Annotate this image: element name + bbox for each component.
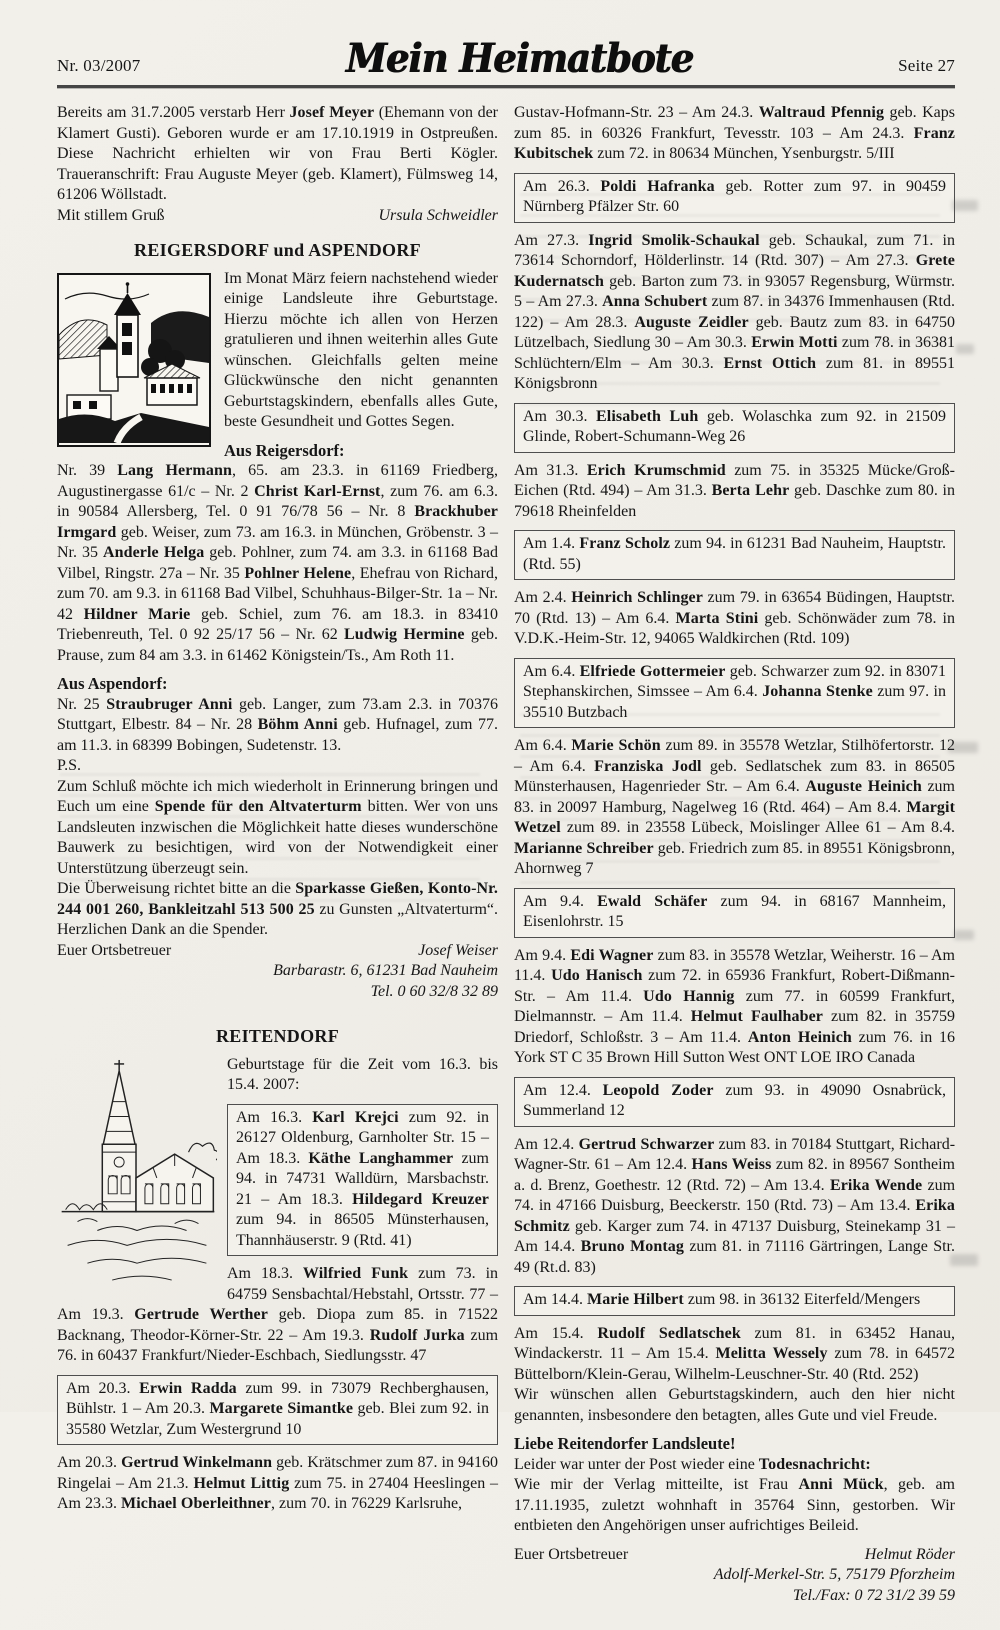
subheading-aus-aspendorf: Aus Aspendorf: <box>57 674 168 693</box>
bank-details: Die Überweisung richtet bitte an die Sparkasse Gießen, Konto-Nr. 244 001 260, Bankleitzahl 513 500 25 zu Gunsten „Altvaterturm“. Herzlichen Dank an die Spender. <box>57 880 498 938</box>
birthday-paragraph-schoen: Am 6.4. Marie Schön zum 89. in 35578 Wetzlar, Stilhöfertorstr. 12 – Am 6.4. Franziska Jodl geb. Sedlatschek zum 83. in 86505 Münsterhausen, Hagenrieder Str. – Am 6.4. Auguste Heinich zum 83. in 20097 Hamburg, Nagelweg 16 (Rtd. 464) – Am 8.4. Margit Wetzel zum 89. in 23558 Lübeck, Moislinger Allee 61 – Am 8.4. Marianne Schreiber geb. Friedrich zum 85. in 89551 Königsbronn, Ahornweg 7 <box>514 737 956 877</box>
reitendorf-section <box>57 1055 498 1367</box>
birthday-list-aspendorf: Nr. 25 Straubruger Anni geb. Langer, zum 73.am 2.3. in 70376 Stuttgart, Elbestr. 84 – Nr. 28 Böhm Anni geb. Hufnagel, zum 77. am 11.3. in 68399 Bobingen, Sudetenstr. 13. <box>57 695 498 754</box>
boxed-birthday-entries: Am 12.4. Leopold Zoder zum 93. in 49090 Osnabrück, Summerland 12 <box>523 1081 947 1119</box>
ortsbetreuer-label: Euer Ortsbetreuer <box>514 1545 629 1563</box>
boxed-birthday-entries: Am 26.3. Poldi Hafranka geb. Rotter zum 97. in 90459 Nürnberg Pfälzer Str. 60 <box>523 177 947 215</box>
page-number: Seite 27 <box>898 56 955 75</box>
birthday-box-krejci <box>227 1104 498 1257</box>
signature-address: Barbarastr. 6, 61231 Bad Nauheim <box>273 962 498 979</box>
church-illustration <box>57 1057 217 1287</box>
signature-address: Adolf-Merkel-Str. 5, 75179 Pforzheim <box>713 1566 955 1583</box>
birthday-list-reigersdorf: Nr. 39 Lang Hermann, 65. am 23.3. in 61169 Friedberg, Augustinergasse 61/c – Nr. 2 Christ Karl-Ernst, zum 76. am 6.3. in 90584 Allersberg, Tel. 0 91 76/78 56 – Nr. 8 Brackhuber Irmgard geb. Weiser, zum 73. am 16.3. in München, Gröbenstr. 3 – Nr. 35 Anderle Helga geb. Pohlner, zum 74. am 3.3. in 61168 Bad Vilbel, Ringstr. 27a – Nr. 35 Pohlner Helene, Ehefrau von Richard, zum 70. am 9.3. in 61168 Bad Vilbel, Schuhhaus-Bilger-Str. 1a – Nr. 42 Hildner Marie geb. Schiel, zum 76. am 18.3. in 83410 Triebenreuth, Tel. 0 92 25/17 56 – Nr. 62 Ludwig Hermine geb. Prause, zum 84 am 3.3. in 61462 Königstein/Ts., Am Roth 11. <box>57 462 499 664</box>
birthday-paragraph-schlinger: Am 2.4. Heinrich Schlinger zum 79. in 63654 Büdingen, Hauptstr. 70 (Rtd. 13) – Am 6.4. Marta Stini geb. Schönwäder zum 78. in V.D.K.-Heim-Str. 12, 94065 Waldkirchen (Rtd. 109) <box>514 589 956 647</box>
birthday-box-luh <box>514 403 955 453</box>
ps-label: P.S. <box>57 757 82 774</box>
birthday-paragraph-funk: Am 18.3. Wilfried Funk zum 73. in 64759 Sensbachtal/Hebstahl, Ortsstr. 77 – Am 19.3. Gertrude Werther geb. Diopa zum 85. in 71522 Backnang, Theodor-Körner-Str. 22 – Am 19.3. Rudolf Jurka zum 76. in 60437 Frankfurt/Nieder-Eschbach, Siedlungsstr. 47 <box>57 1265 499 1364</box>
signature-phone: Tel. 0 60 32/8 32 89 <box>370 982 498 1000</box>
birthday-box-gottermeier <box>514 658 955 729</box>
birthday-paragraph-sedlatschek: Am 15.4. Rudolf Sedlatschek zum 81. in 63452 Hanau, Windackerstr. 11 – Am 15.4. Melitta Wessely zum 78. in 64572 Büttelborn/Klein-Gerau, Wilhelm-Leuschner-Str. 40 (Rtd. 252) <box>514 1324 956 1383</box>
left-column <box>57 103 498 1606</box>
birthday-paragraph-smolik: Am 27.3. Ingrid Smolik-Schaukal geb. Schaukal, zum 71. in 73614 Schorndorf, Hölderlinstr. 14 (Rtd. 307) – Am 27.3. Grete Kudernatsch geb. Barton zum 73. in 93057 Regensburg, Würmstr. 5 – Am 27.3. Anna Schubert zum 87. in 34376 Immenhausen (Rtd. 122) – Am 28.3. Auguste Zeidler geb. Bautz zum 83. in 64750 Lützelbach, Siedlung 30 – Am 30.3. Erwin Motti zum 78. in 36381 Schlüchtern/Elm – Am 30.3. Ernst Ottich zum 81. in 89551 Königsbronn <box>514 231 956 392</box>
header-rule <box>57 85 955 88</box>
boxed-birthday-entries: Am 9.4. Ewald Schäfer zum 94. in 68167 Mannheim, Eisenlohrstr. 15 <box>523 892 946 930</box>
birthday-box-zoder <box>514 1077 955 1127</box>
ortsbetreuer-label: Euer Ortsbetreuer <box>57 941 172 959</box>
issue-number: Nr. 03/2007 <box>57 56 141 75</box>
birthday-box-scholz <box>514 530 955 580</box>
subheading-landsleute: Liebe Reitendorfer Landsleute! <box>514 1434 736 1453</box>
signature-name: Ursula Schweidler <box>378 206 498 224</box>
birthday-period-intro: Geburtstage für die Zeit vom 16.3. bis 15.4. 2007: <box>227 1055 498 1093</box>
subheading-aus-reigersdorf: Aus Reigersdorf: <box>224 440 345 460</box>
village-church-illustration <box>57 273 211 447</box>
obituary-paragraph: Bereits am 31.7.2005 verstarb Herr Josef Meyer (Ehemann von der Klamert Gusti). Geboren wurde er am 17.10.1919 in Ostpreußen. Diese Nachricht erhielten wir von Frau Berti Kögler. Traueranschrift: Frau Auguste Meyer (geb. Klamert), Fülmsweg 14, 61206 Wöllstadt. <box>57 104 498 203</box>
signature-name: Josef Weiser <box>418 941 498 959</box>
birthday-box-radda <box>57 1375 498 1446</box>
boxed-birthday-entries: Am 30.3. Elisabeth Luh geb. Wolaschka zum 92. in 21509 Glinde, Robert-Schumann-Weg 26 <box>523 407 946 445</box>
birthday-box-hilbert <box>514 1286 955 1316</box>
continuation-paragraph: Gustav-Hofmann-Str. 23 – Am 24.3. Waltraud Pfennig geb. Kaps zum 85. in 60326 Frankfurt, Tevesstr. 103 – Am 24.3. Franz Kubitschek zum 72. in 80634 München, Ysenburgstr. 5/III <box>514 104 956 162</box>
birthday-box-schaefer <box>514 888 955 938</box>
birthday-box-hafranka <box>514 173 955 223</box>
boxed-birthday-entries: Am 6.4. Elfriede Gottermeier geb. Schwarzer zum 92. in 83071 Stephanskirchen, Simssee – Am 6.4. Johanna Stenke zum 97. in 35510 Butzbach <box>523 662 947 721</box>
birthday-paragraph-krumschmid: Am 31.3. Erich Krumschmid zum 75. in 35325 Mücke/Groß-Eichen (Rtd. 494) – Am 31.3. Berta Lehr geb. Daschke zum 80. in 79618 Rheinfelden <box>514 461 955 520</box>
section-heading-reitendorf: REITENDORF <box>215 1026 339 1046</box>
signature-name: Helmut Röder <box>864 1545 955 1563</box>
boxed-birthday-entries: Am 20.3. Erwin Radda zum 99. in 73079 Rechberghausen, Bühlstr. 1 – Am 20.3. Margarete Simantke geb. Blei zum 92. in 35580 Wetzlar, Zum Westergrund 10 <box>66 1379 490 1438</box>
donation-appeal: Zum Schluß möchte ich mich wiederholt in Erinnerung bringen und Euch um eine Spende für den Altvaterturm bitten. Wer von uns Landsleuten inzwischen die Möglichkeit hatte dieses wunderschöne Bauwerk zu besichtigen, wird von der Notwendigkeit einer Unterstützung überzeugt sein. <box>57 777 499 877</box>
reigersdorf-intro: Im Monat März feiern nachstehend wieder einige Landsleute ihre Geburtstage. Hierzu möchte ich allen von Herzen gratulieren und ihnen weiterhin alles Gute wünschen. Gleichfalls gelten meine Glückwünsche den nicht genannten Geburtstagskindern, ebenfalls alles Gute, beste Gesundheit und Gottes Segen. <box>224 269 498 430</box>
section-heading-reigersdorf: REIGERSDORF und ASPENDORF <box>134 240 421 260</box>
birthday-paragraph-winkelmann: Am 20.3. Gertrud Winkelmann geb. Krätschmer zum 87. in 94160 Ringelai – Am 21.3. Helmut Littig zum 75. in 27404 Heeslingen – Am 23.3. Michael Oberleithner, zum 70. in 76229 Karlsruhe, <box>57 1454 499 1512</box>
boxed-birthday-entries: Am 14.4. Marie Hilbert zum 98. in 36132 Eiterfeld/Mengers <box>523 1291 921 1308</box>
signature-phone: Tel./Fax: 0 72 31/2 39 59 <box>792 1586 955 1604</box>
page-header <box>57 34 955 82</box>
birthday-paragraph-schwarzer: Am 12.4. Gertrud Schwarzer zum 83. in 70184 Stuttgart, Richard-Wagner-Str. 61 – Am 12.4. Hans Weiss zum 82. in 89567 Sontheim a. d. Brenz, Goethestr. 12 (Rtd. 72) – Am 13.4. Erika Wende zum 74. in 47166 Duisburg, Beeckerstr. 150 (Rtd. 73) – Am 13.4. Erika Schmitz geb. Karger zum 74. in 47137 Duisburg, Steinekamp 31 – Am 14.4. Bruno Montag zum 81. in 71116 Gärtringen, Lange Str. 49 (Rt.d. 83) <box>514 1135 956 1276</box>
death-notice: Wie mir der Verlag mitteilte, ist Frau Anni Mück, geb. am 17.11.1935, zuletzt wohnhaft in 35764 Sinn, gestorben. Wir entbieten den Angehörigen unser aufrichtiges Beileid. <box>514 1476 955 1534</box>
closing-greeting <box>57 206 498 227</box>
birthday-paragraph-wagner: Am 9.4. Edi Wagner zum 83. in 35578 Wetzlar, Weiherstr. 16 – Am 11.4. Udo Hanisch zum 72. in 65936 Frankfurt, Robert-Dißmann-Str. – Am 11.4. Udo Hannig zum 77. in 60599 Frankfurt, Dielmannstr. – Am 11.4. Helmut Faulhaber zum 82. in 35759 Driedorf, Schloßstr. 3 – Am 11.4. Anton Heinich zum 76. in 16 York ST C 35 Brown Hill Sutton West ONT LOE IRO Canada <box>514 946 956 1066</box>
signature-block-roeder <box>514 1545 955 1566</box>
boxed-birthday-entries: Am 1.4. Franz Scholz zum 94. in 61231 Bad Nauheim, Hauptstr. (Rtd. 55) <box>523 535 946 573</box>
death-notice-intro: Leider war unter der Post wieder eine Todesnachricht: <box>514 1455 871 1473</box>
boxed-birthday-entries: Am 16.3. Karl Krejci zum 92. in 26127 Oldenburg, Garnholter Str. 15 – Am 18.3. Käthe Langhammer zum 94. in 74731 Walldürn, Marsbachstr. 21 – Am 18.3. Hildegard Kreuzer zum 94. in 86505 Münsterhausen, Thannhäuserstr. 9 (Rtd. 41) <box>236 1108 490 1249</box>
reigersdorf-section <box>57 269 498 667</box>
greeting-label: Mit stillem Gruß <box>57 206 165 224</box>
masthead-logo: Mein Heimatbote <box>345 34 693 82</box>
signature-block-weiser <box>57 941 498 962</box>
closing-wishes: Wir wünschen allen Geburtstagskindern, auch den hier nicht genannten, insbesondere den betagten, alles Gute und viel Freude. <box>514 1386 955 1424</box>
right-column <box>514 103 955 1606</box>
